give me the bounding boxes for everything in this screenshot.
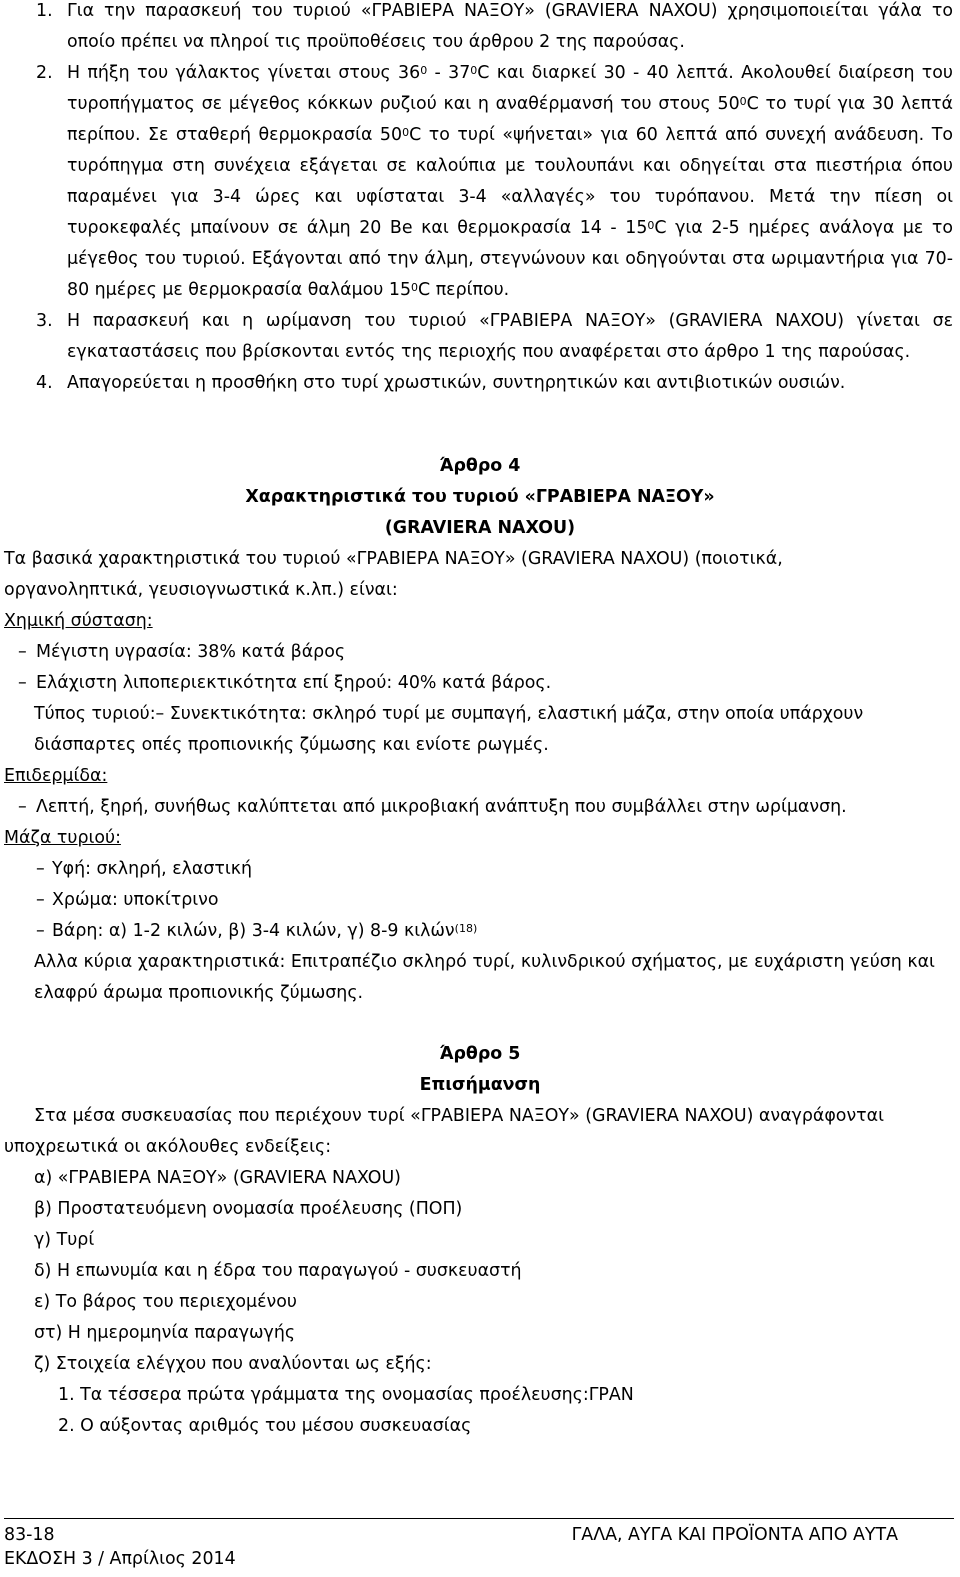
mass-item-texture: Υφή: σκληρή, ελαστική — [52, 859, 253, 879]
list-text: C και διαρκεί 30 - 40 λεπτά. Ακολουθεί διαίρεση του τυροπήγματος σε μέγεθος κόκκων ρυζιού και η αναθέρμανσή του στους 50 — [67, 63, 953, 114]
rind-label: Επιδερμίδα: — [4, 766, 108, 786]
article-5-title: Επισήμανση — [419, 1075, 541, 1095]
label-item-d: δ) Η επωνυμία και η έδρα του παραγωγού - συσκευαστή — [34, 1261, 522, 1281]
superscript: 0 — [739, 95, 747, 108]
article-5-intro-line-1: Στα μέσα συσκευασίας που περιέχουν τυρί «ΓΡΑΒΙΕΡΑ ΝΑΞΟΥ» (GRAVIERA NAXOU) αναγράφονται — [34, 1106, 884, 1126]
article-5-intro-line-2: υποχρεωτικά οι ακόλουθες ενδείξεις: — [4, 1137, 332, 1157]
list-number: 1. — [36, 1, 53, 21]
list-text: C το τυρί «ψήνεται» για 60 λεπτά από συνεχή ανάδευση. Το τυρόπηγμα στη συνέχεια εξάγεται σε καλούπια με τουλουπάνι και οδηγείται στα πιεστήρια όπου παραμένει για 3-4 ώρες και υφίσταται 3-4 «αλλαγές» του τυρόπανου. Μετά την πίεση οι τυροκεφαλές μπαίνουν σε άλμη 20 Be και θερμοκρασία 14 - 15 — [67, 125, 954, 238]
article-4-heading: Άρθρο 4 — [439, 456, 521, 476]
list-text: C για 2-5 ημέρες ανάλογα με το μέγεθος του τυριού. Εξάγονται από την άλμη, στεγνώνουν και οδηγούνται στα ωριμαντήρια για 70-80 ημέρες με θερμοκρασία θαλάμου 15 — [67, 218, 954, 300]
list-item-3 — [36, 306, 953, 368]
footer-edition: ΕΚΔΟΣΗ 3 / Απρίλιος 2014 — [4, 1549, 236, 1569]
label-item-z: ζ) Στοιχεία ελέγχου που αναλύονται ως εξής: — [34, 1354, 432, 1374]
footer-section-title: ΓΑΛΑ, ΑΥΓΑ ΚΑΙ ΠΡΟΪΟΝΤΑ ΑΠΟ ΑΥΤΑ — [571, 1525, 898, 1545]
dash-bullet: – — [18, 797, 27, 817]
article-4-intro-line-1: Τα βασικά χαρακτηριστικά του τυριού «ΓΡΑΒΙΕΡΑ ΝΑΞΟΥ» (GRAVIERA NAXOU) (ποιοτικά, — [4, 549, 783, 569]
control-item-1: 1. Τα τέσσερα πρώτα γράμματα της ονομασίας προέλευσης:ΓΡΑΝ — [58, 1385, 634, 1405]
superscript: 0 — [402, 126, 410, 139]
cheese-mass-label: Μάζα τυριού: — [4, 828, 121, 848]
list-text: Για την παρασκευή του τυριού «ΓΡΑΒΙΕΡΑ ΝΑΞΟΥ» (GRAVIERA NAXOU) χρησιμοποιείται γάλα το οποίο πρέπει να πληροί τις προϋποθέσεις του άρθρου 2 της παρούσας. — [67, 1, 953, 52]
superscript: 0 — [470, 64, 478, 77]
list-item-2 — [36, 58, 953, 306]
label-item-a: α) «ΓΡΑΒΙΕΡΑ ΝΑΞΟΥ» (GRAVIERA NAXOU) — [34, 1168, 401, 1188]
dash-bullet: – — [36, 890, 45, 910]
list-text: Η παρασκευή και η ωρίμανση του τυριού «ΓΡΑΒΙΕΡΑ ΝΑΞΟΥ» (GRAVIERA NAXOU) γίνεται σε εγκαταστάσεις που βρίσκονται εντός της περιοχής που αναφέρεται στο άρθρο 1 της παρούσας. — [67, 311, 953, 362]
dash-bullet: – — [18, 642, 27, 662]
other-characteristics-line-2: ελαφρύ άρωμα προπιονικής ζύμωσης. — [34, 983, 364, 1003]
superscript: 0 — [411, 281, 419, 294]
article-4-title: Χαρακτηριστικά του τυριού «ΓΡΑΒΙΕΡΑ ΝΑΞΟΥ» — [245, 487, 715, 507]
other-characteristics-line-1: Αλλα κύρια χαρακτηριστικά: Επιτραπέζιο σκληρό τυρί, κυλινδρικού σχήματος, με ευχάριστη γεύση και — [34, 952, 935, 972]
article-5-heading: Άρθρο 5 — [439, 1044, 521, 1064]
footnote-ref: (18) — [454, 922, 478, 935]
mass-weights-text: Βάρη: α) 1-2 κιλών, β) 3-4 κιλών, γ) 8-9 κιλών — [52, 921, 455, 941]
list-number: 4. — [36, 373, 53, 393]
chemical-item-moisture: Μέγιστη υγρασία: 38% κατά βάρος — [36, 642, 346, 662]
superscript: 0 — [420, 64, 428, 77]
label-item-b: β) Προστατευόμενη ονομασία προέλευσης (ΠΟΠ) — [34, 1199, 463, 1219]
article-4-subtitle: (GRAVIERA NAXOU) — [384, 518, 576, 538]
list-text: Η πήξη του γάλακτος γίνεται στους 36 — [67, 63, 421, 83]
dash-bullet: – — [18, 673, 27, 693]
rind-item: Λεπτή, ξηρή, συνήθως καλύπτεται από μικροβιακή ανάπτυξη που συμβάλλει στην ωρίμανση. — [36, 797, 847, 817]
list-text: - 37 — [427, 63, 471, 83]
control-item-2: 2. Ο αύξοντας αριθμός του μέσου συσκευασίας — [58, 1416, 472, 1436]
list-item-1 — [36, 0, 953, 58]
list-text: C περίπου. — [418, 280, 510, 300]
list-number: 2. — [36, 63, 53, 83]
dash-bullet: – — [36, 859, 45, 879]
list-item-4 — [36, 368, 953, 399]
list-text: C το τυρί για 30 λεπτά περίπου. Σε σταθερή θερμοκρασία 50 — [67, 94, 954, 145]
dash-bullet: – — [36, 921, 45, 941]
label-item-st: στ) Η ημερομηνία παραγωγής — [34, 1323, 296, 1343]
list-text: Απαγορεύεται η προσθήκη στο τυρί χρωστικών, συντηρητικών και αντιβιοτικών ουσιών. — [67, 373, 846, 393]
list-number: 3. — [36, 311, 53, 331]
mass-item-color: Χρώμα: υποκίτρινο — [52, 890, 219, 910]
article-4-intro-line-2: οργανοληπτικά, γευσιογνωστικά κ.λπ.) είναι: — [4, 580, 398, 600]
mass-item-weights — [52, 916, 477, 947]
label-item-e: ε) Το βάρος του περιεχομένου — [34, 1292, 297, 1312]
cheese-type-line-1: Τύπος τυριού:– Συνεκτικότητα: σκληρό τυρί με συμπαγή, ελαστική μάζα, στην οποία υπάρχουν — [34, 704, 864, 724]
cheese-type-line-2: διάσπαρτες οπές προπιονικής ζύμωσης και ενίοτε ρωγμές. — [34, 735, 549, 755]
footer-divider — [4, 1518, 954, 1519]
superscript: 0 — [647, 219, 655, 232]
label-item-c: γ) Τυρί — [34, 1230, 95, 1250]
chemical-item-fat: Ελάχιστη λιποπεριεκτικότητα επί ξηρού: 40% κατά βάρος. — [36, 673, 552, 693]
chemical-composition-label: Χημική σύσταση: — [4, 611, 153, 631]
footer-page-code: 83-18 — [4, 1525, 55, 1545]
